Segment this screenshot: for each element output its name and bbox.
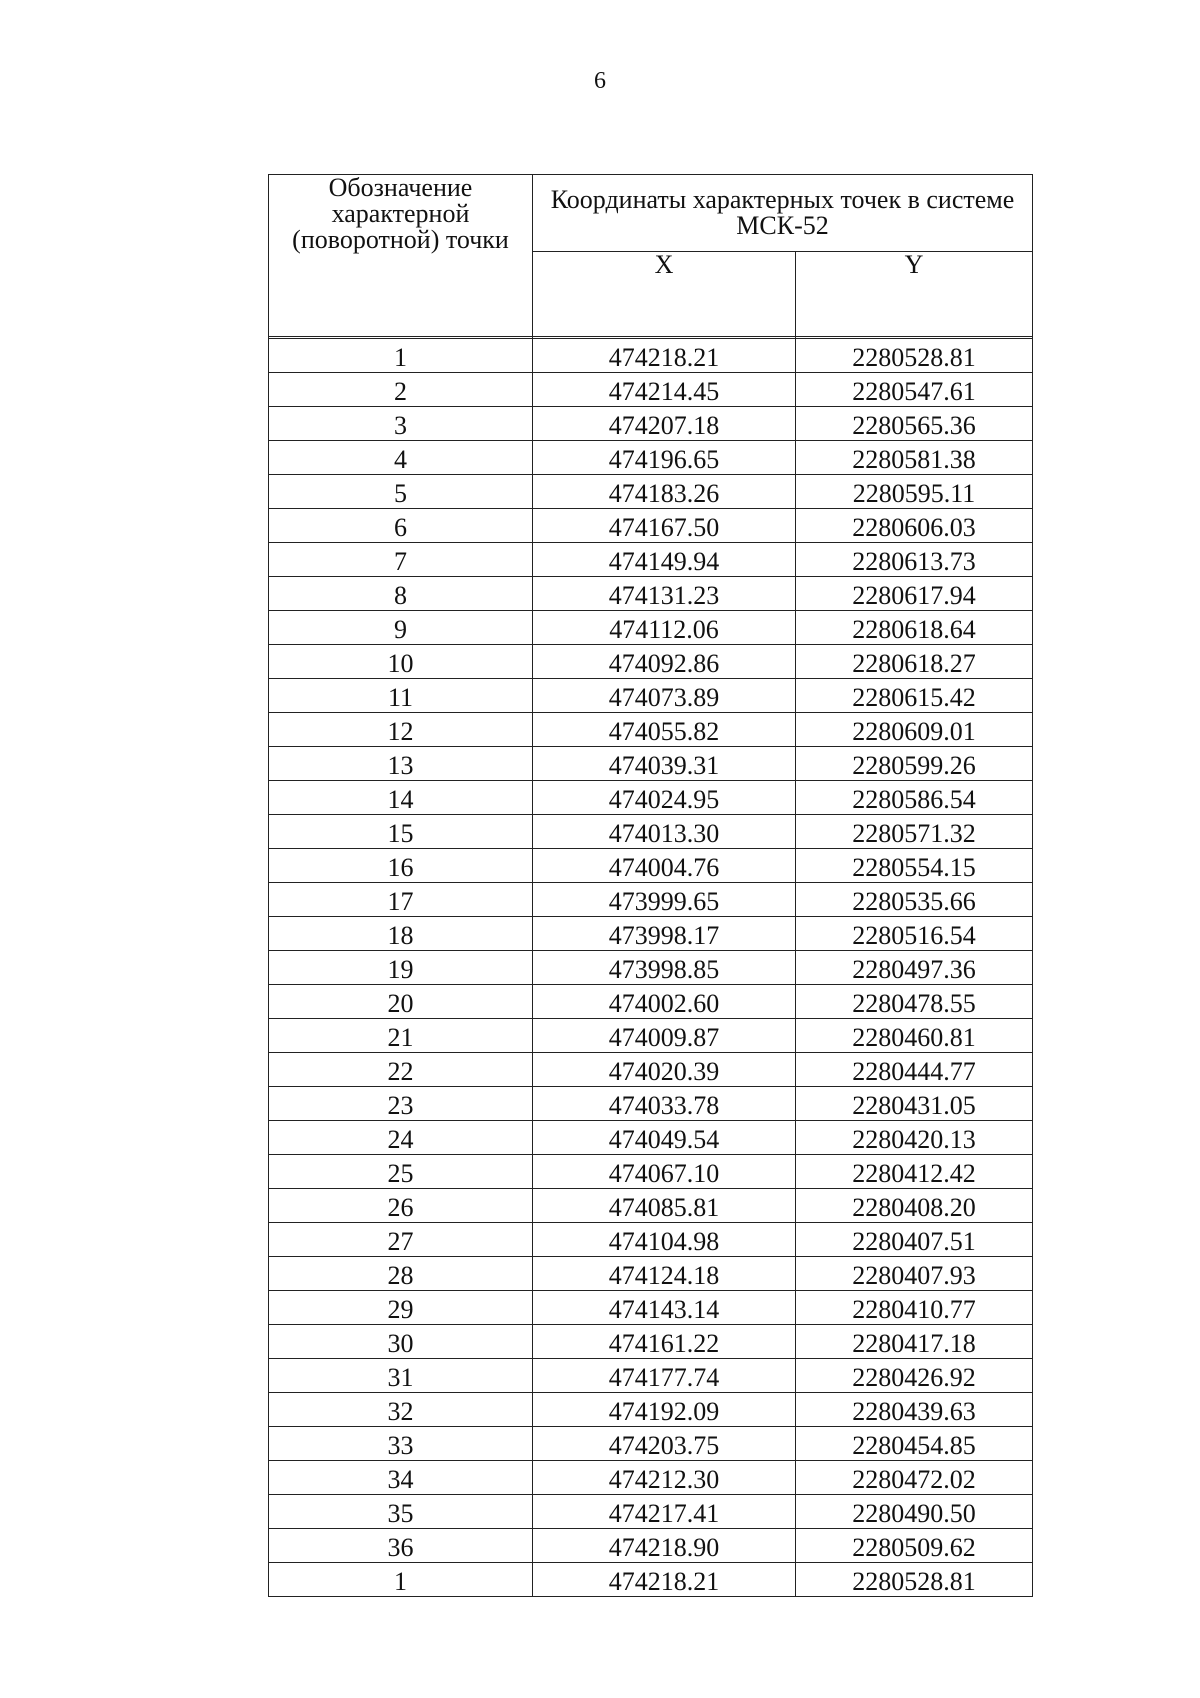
table-row [269,509,1033,543]
header-point-designation: Обозначение характерной (поворотной) точки [269,175,533,337]
cell-y: 2280426.92 [796,1359,1033,1393]
cell-x: 474112.06 [533,611,796,645]
table-row [269,339,1033,373]
cell-x: 474149.94 [533,543,796,577]
cell-point-number: 1 [269,1563,533,1597]
cell-y: 2280606.03 [796,509,1033,543]
cell-point-number: 20 [269,985,533,1019]
cell-point-number: 31 [269,1359,533,1393]
cell-point-number: 9 [269,611,533,645]
cell-point-number: 5 [269,475,533,509]
table-row [269,441,1033,475]
cell-x: 474092.86 [533,645,796,679]
cell-x: 474002.60 [533,985,796,1019]
cell-y: 2280439.63 [796,1393,1033,1427]
cell-x: 473998.85 [533,951,796,985]
header-x: X [533,252,796,337]
cell-x: 474192.09 [533,1393,796,1427]
cell-point-number: 11 [269,679,533,713]
table-row [269,1291,1033,1325]
table-row [269,679,1033,713]
table-row [269,747,1033,781]
cell-y: 2280547.61 [796,373,1033,407]
table-row [269,611,1033,645]
cell-y: 2280615.42 [796,679,1033,713]
cell-x: 473999.65 [533,883,796,917]
cell-point-number: 32 [269,1393,533,1427]
cell-y: 2280431.05 [796,1087,1033,1121]
cell-y: 2280490.50 [796,1495,1033,1529]
cell-y: 2280454.85 [796,1427,1033,1461]
table-row [269,713,1033,747]
cell-point-number: 8 [269,577,533,611]
cell-x: 474124.18 [533,1257,796,1291]
table-row [269,1189,1033,1223]
table-row [269,475,1033,509]
cell-point-number: 28 [269,1257,533,1291]
cell-point-number: 14 [269,781,533,815]
cell-point-number: 26 [269,1189,533,1223]
cell-y: 2280417.18 [796,1325,1033,1359]
cell-point-number: 17 [269,883,533,917]
cell-x: 474143.14 [533,1291,796,1325]
cell-x: 474085.81 [533,1189,796,1223]
cell-x: 474214.45 [533,373,796,407]
cell-x: 473998.17 [533,917,796,951]
cell-point-number: 10 [269,645,533,679]
cell-y: 2280618.27 [796,645,1033,679]
cell-x: 474067.10 [533,1155,796,1189]
table-row [269,1053,1033,1087]
table-row [269,1393,1033,1427]
table-header [269,175,1033,339]
cell-y: 2280444.77 [796,1053,1033,1087]
cell-y: 2280410.77 [796,1291,1033,1325]
cell-x: 474203.75 [533,1427,796,1461]
cell-y: 2280599.26 [796,747,1033,781]
cell-y: 2280609.01 [796,713,1033,747]
cell-y: 2280586.54 [796,781,1033,815]
cell-point-number: 24 [269,1121,533,1155]
cell-x: 474033.78 [533,1087,796,1121]
cell-point-number: 27 [269,1223,533,1257]
cell-y: 2280460.81 [796,1019,1033,1053]
cell-point-number: 25 [269,1155,533,1189]
cell-y: 2280412.42 [796,1155,1033,1189]
cell-x: 474009.87 [533,1019,796,1053]
coordinates-table [268,174,1033,1597]
table-row [269,1087,1033,1121]
cell-y: 2280554.15 [796,849,1033,883]
cell-x: 474004.76 [533,849,796,883]
cell-x: 474218.21 [533,1563,796,1597]
table-row [269,1529,1033,1563]
cell-x: 474212.30 [533,1461,796,1495]
table-row [269,1563,1033,1597]
cell-y: 2280617.94 [796,577,1033,611]
cell-x: 474104.98 [533,1223,796,1257]
table-row [269,849,1033,883]
cell-point-number: 34 [269,1461,533,1495]
cell-x: 474024.95 [533,781,796,815]
cell-x: 474167.50 [533,509,796,543]
table-body [269,339,1033,1597]
table-row [269,1461,1033,1495]
cell-y: 2280565.36 [796,407,1033,441]
cell-x: 474218.21 [533,339,796,373]
table-row [269,373,1033,407]
table-row [269,1257,1033,1291]
cell-point-number: 33 [269,1427,533,1461]
table-row [269,951,1033,985]
cell-y: 2280595.11 [796,475,1033,509]
table-row [269,1223,1033,1257]
table-row [269,1359,1033,1393]
cell-y: 2280420.13 [796,1121,1033,1155]
table-row [269,917,1033,951]
cell-x: 474020.39 [533,1053,796,1087]
table-row [269,577,1033,611]
cell-y: 2280407.93 [796,1257,1033,1291]
header-coordinates: Координаты характерных точек в системе МСК-52 [533,175,1033,252]
cell-point-number: 4 [269,441,533,475]
table-row [269,1121,1033,1155]
cell-point-number: 18 [269,917,533,951]
cell-point-number: 7 [269,543,533,577]
cell-point-number: 16 [269,849,533,883]
table-row [269,1155,1033,1189]
cell-point-number: 1 [269,339,533,373]
cell-x: 474196.65 [533,441,796,475]
cell-x: 474073.89 [533,679,796,713]
cell-point-number: 3 [269,407,533,441]
cell-x: 474217.41 [533,1495,796,1529]
cell-point-number: 22 [269,1053,533,1087]
page-number: 6 [594,68,606,94]
cell-point-number: 21 [269,1019,533,1053]
table-row [269,815,1033,849]
cell-x: 474177.74 [533,1359,796,1393]
cell-x: 474049.54 [533,1121,796,1155]
cell-y: 2280571.32 [796,815,1033,849]
cell-point-number: 2 [269,373,533,407]
table-row [269,781,1033,815]
cell-y: 2280528.81 [796,1563,1033,1597]
cell-y: 2280407.51 [796,1223,1033,1257]
cell-x: 474131.23 [533,577,796,611]
cell-point-number: 15 [269,815,533,849]
header-y: Y [796,252,1033,337]
cell-y: 2280472.02 [796,1461,1033,1495]
cell-y: 2280497.36 [796,951,1033,985]
cell-y: 2280581.38 [796,441,1033,475]
cell-point-number: 36 [269,1529,533,1563]
cell-point-number: 35 [269,1495,533,1529]
cell-y: 2280618.64 [796,611,1033,645]
cell-y: 2280516.54 [796,917,1033,951]
table-row [269,1019,1033,1053]
table-row [269,407,1033,441]
cell-point-number: 29 [269,1291,533,1325]
cell-point-number: 13 [269,747,533,781]
table-row [269,985,1033,1019]
table-row [269,1495,1033,1529]
cell-x: 474055.82 [533,713,796,747]
cell-point-number: 12 [269,713,533,747]
cell-point-number: 19 [269,951,533,985]
cell-x: 474161.22 [533,1325,796,1359]
cell-x: 474183.26 [533,475,796,509]
cell-y: 2280613.73 [796,543,1033,577]
cell-point-number: 23 [269,1087,533,1121]
cell-y: 2280528.81 [796,339,1033,373]
cell-y: 2280509.62 [796,1529,1033,1563]
cell-x: 474039.31 [533,747,796,781]
cell-y: 2280408.20 [796,1189,1033,1223]
cell-point-number: 6 [269,509,533,543]
cell-x: 474218.90 [533,1529,796,1563]
table-row [269,543,1033,577]
table-row [269,645,1033,679]
table-row [269,883,1033,917]
table-row [269,1325,1033,1359]
cell-x: 474013.30 [533,815,796,849]
cell-y: 2280478.55 [796,985,1033,1019]
cell-point-number: 30 [269,1325,533,1359]
cell-y: 2280535.66 [796,883,1033,917]
cell-x: 474207.18 [533,407,796,441]
table-row [269,1427,1033,1461]
